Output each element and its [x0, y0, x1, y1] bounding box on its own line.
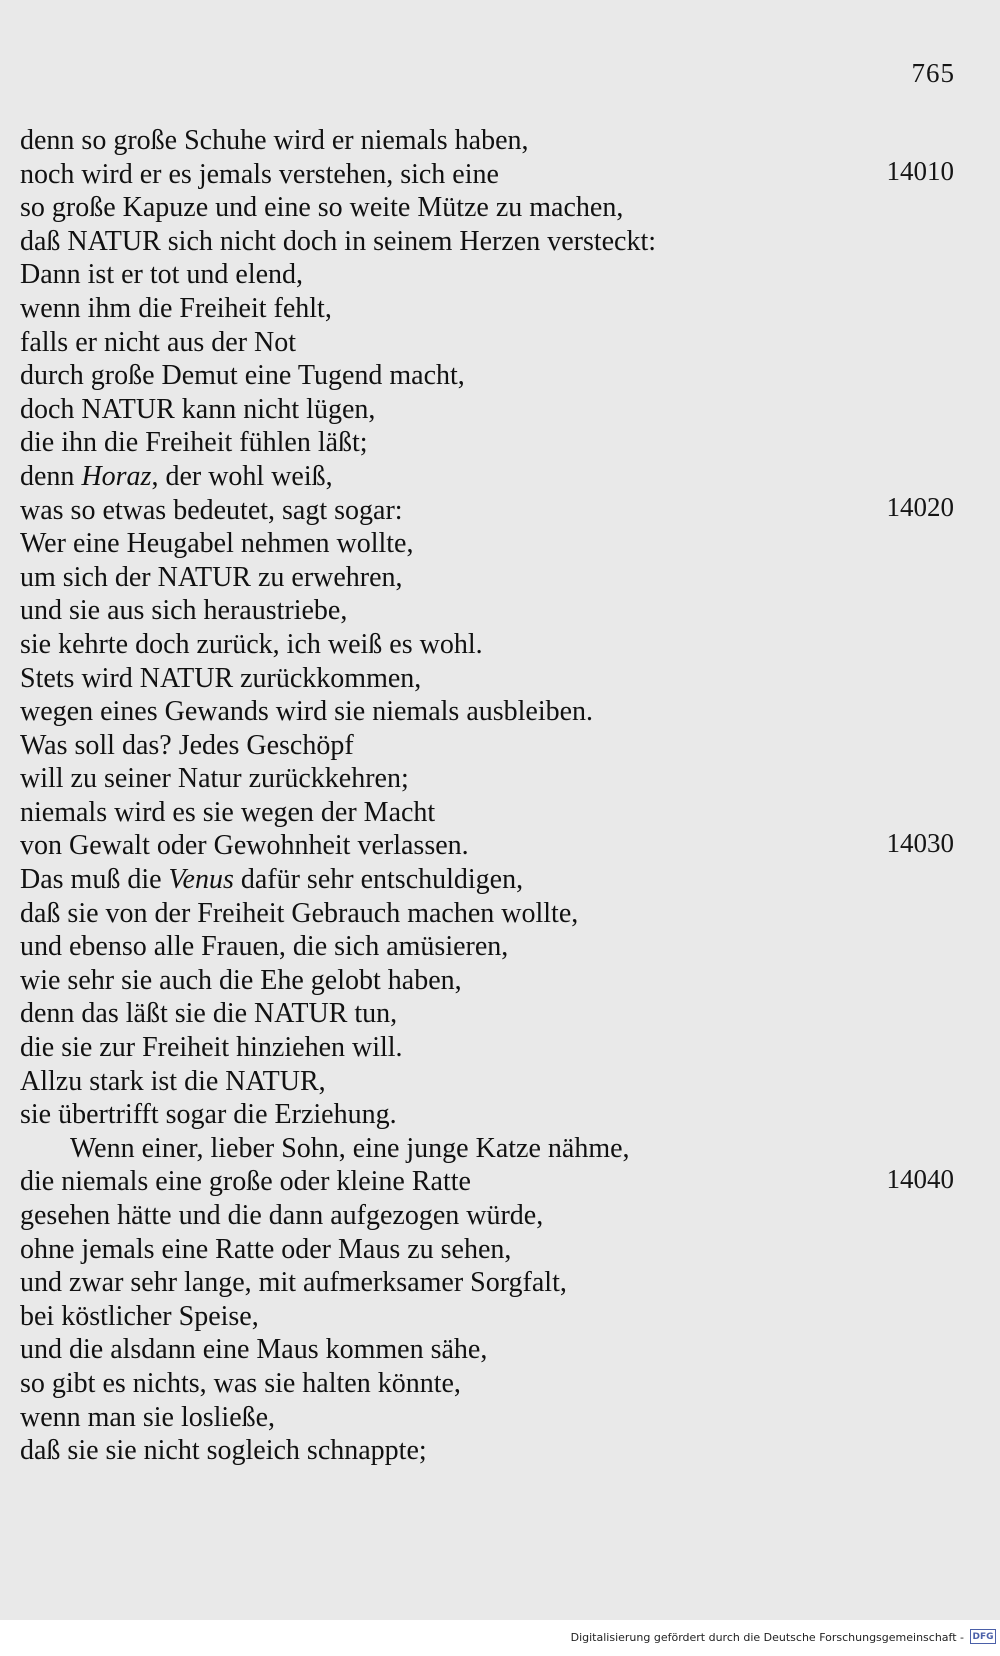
verse-line: die sie zur Freiheit hinziehen will. [20, 1032, 403, 1064]
verse-line: wegen eines Gewands wird sie niemals ausbleiben. [20, 696, 594, 728]
verse-line: durch große Demut eine Tugend macht, [20, 360, 465, 392]
verse-line: denn das läßt sie die NATUR tun, [20, 998, 398, 1030]
line-number: 14020 [886, 492, 954, 522]
verse-line: gesehen hätte und die dann aufgezogen würde, [20, 1200, 544, 1231]
verse-line: daß sie von der Freiheit Gebrauch machen wollte, [20, 897, 579, 929]
italic-name: Venus [168, 864, 234, 896]
verse-line: Wenn einer, lieber Sohn, eine junge Katze nähme, [70, 1132, 630, 1164]
verse-line: Was soll das? Jedes Geschöpf [20, 729, 354, 761]
verse-line: und zwar sehr lange, mit aufmerksamer Sorgfalt, [20, 1267, 567, 1299]
verse-line: Wer eine Heugabel nehmen wollte, [20, 528, 414, 560]
verse-line: und ebenso alle Frauen, die sich amüsieren, [20, 931, 509, 963]
verse-text-block [20, 124, 920, 1468]
verse-line: die niemals eine große oder kleine Ratte [20, 1166, 471, 1198]
verse-line: wenn ihm die Freiheit fehlt, [20, 292, 332, 324]
verse-line: daß sie sie nicht sogleich schnappte; [20, 1435, 427, 1467]
dfg-logo: DFG [970, 1629, 996, 1644]
verse-line: wenn man sie losließe, [20, 1401, 276, 1433]
italic-name: Horaz [81, 460, 152, 492]
verse-line: sie übertrifft sogar die Erziehung. [20, 1099, 397, 1131]
verse-line: ohne jemals eine Ratte oder Maus zu sehen, [20, 1233, 512, 1265]
line-number: 14030 [886, 828, 954, 858]
verse-line: so gibt es nichts, was sie halten könnte, [20, 1367, 461, 1399]
verse-line: Dann ist er tot und elend, [20, 259, 304, 291]
verse-line: will zu seiner Natur zurückkehren; [20, 763, 409, 795]
verse-line: um sich der NATUR zu erwehren, [20, 561, 403, 593]
verse-line: die ihn die Freiheit fühlen läßt; [20, 427, 368, 459]
verse-line: und sie aus sich heraustriebe, [20, 595, 348, 627]
verse-line: Das muß die Venus dafür sehr entschuldigen, [20, 864, 524, 896]
verse-line: bei köstlicher Speise, [20, 1300, 259, 1332]
verse-line: falls er nicht aus der Not [20, 326, 297, 358]
verse-line: Stets wird NATUR zurückkommen, [20, 662, 422, 694]
verse-line: Allzu stark ist die NATUR, [20, 1065, 326, 1097]
verse-line: sie kehrte doch zurück, ich weiß es wohl. [20, 628, 483, 660]
line-number: 14010 [886, 156, 954, 186]
verse-line: daß NATUR sich nicht doch in seinem Herzen versteckt: [20, 225, 657, 257]
verse-line: so große Kapuze und eine so weite Mütze zu machen, [20, 192, 624, 224]
verse-line: wie sehr sie auch die Ehe gelobt haben, [20, 964, 462, 996]
verse-line: denn Horaz, der wohl weiß, [20, 460, 333, 492]
verse-line: doch NATUR kann nicht lügen, [20, 393, 376, 425]
verse-line: was so etwas bedeutet, sagt sogar: [20, 494, 403, 526]
page-number: 765 [911, 58, 955, 88]
footer-bar [0, 1620, 1000, 1656]
funding-credit: Digitalisierung gefördert durch die Deutsche Forschungsgemeinschaft - [570, 1631, 964, 1644]
verse-line: von Gewalt oder Gewohnheit verlassen. [20, 830, 469, 862]
line-number: 14040 [886, 1164, 954, 1194]
verse-line: und die alsdann eine Maus kommen sähe, [20, 1334, 488, 1366]
verse-line: noch wird er es jemals verstehen, sich eine [20, 158, 499, 190]
verse-line: niemals wird es sie wegen der Macht [20, 796, 436, 828]
verse-line: denn so große Schuhe wird er niemals haben, [20, 125, 529, 156]
